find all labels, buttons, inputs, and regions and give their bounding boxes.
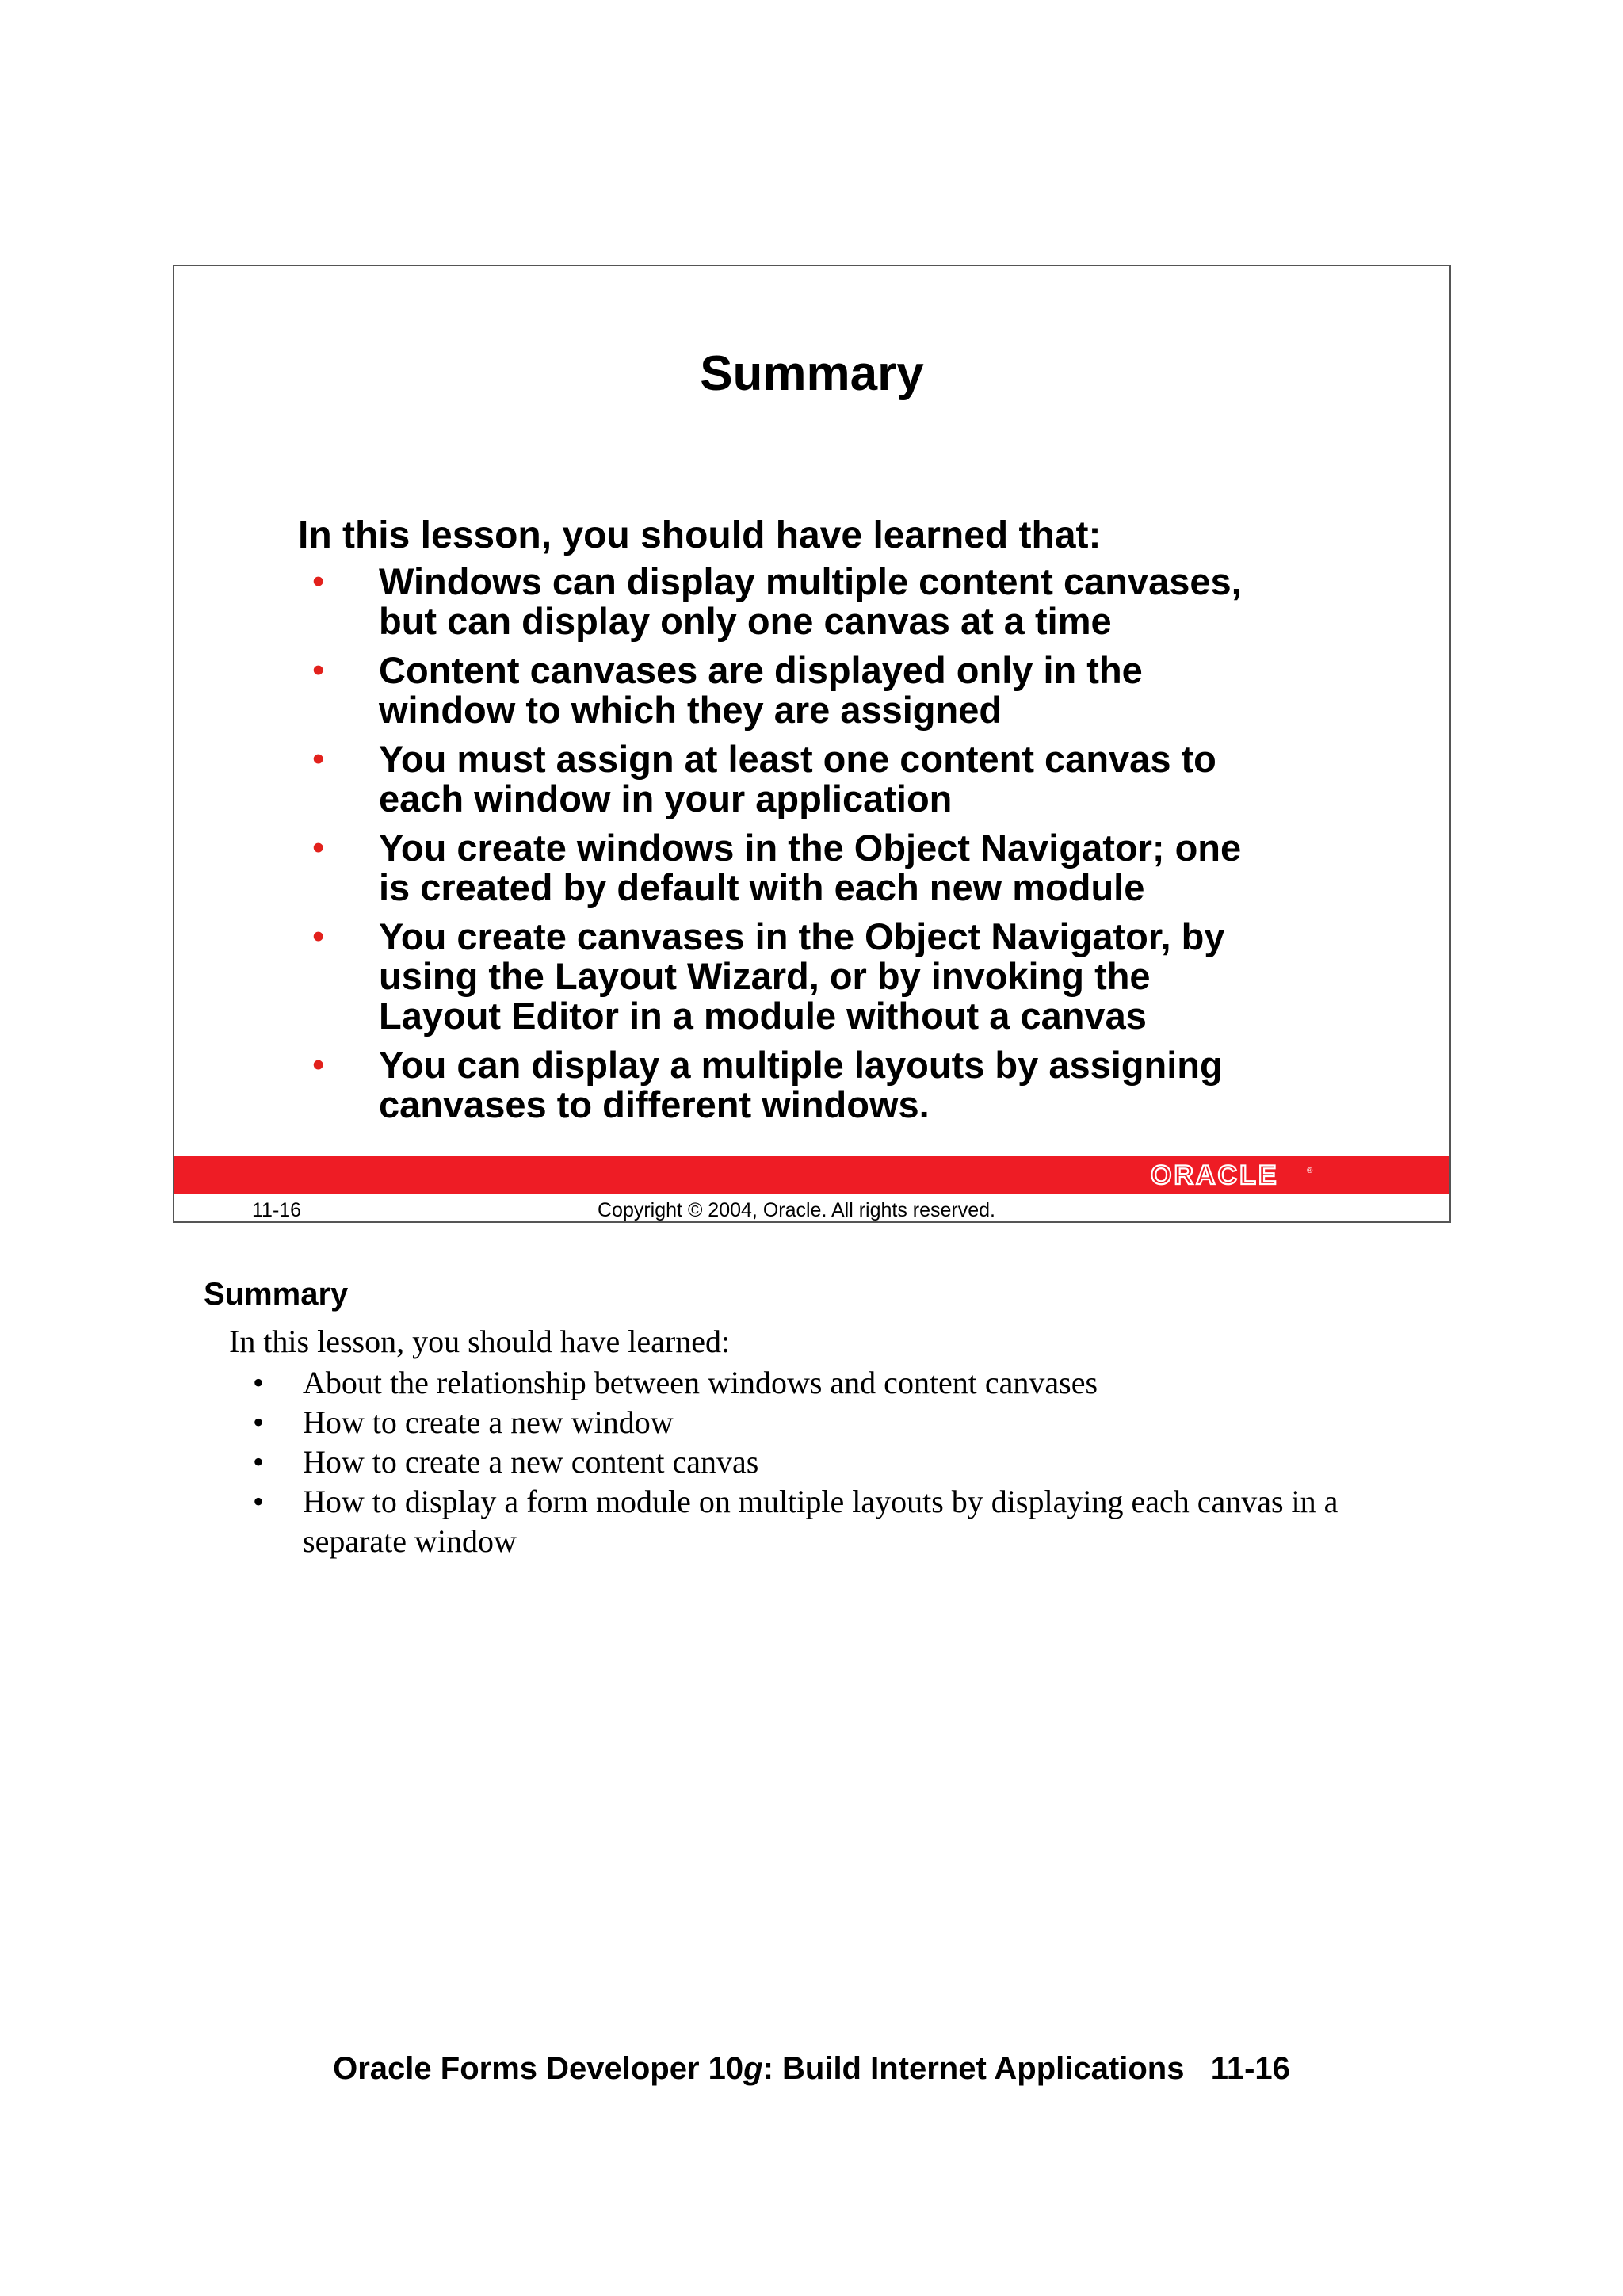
slide-bullet-item [298,739,1407,819]
footer-title-suffix: : Build Internet Applications [762,2051,1185,2086]
bullet-text-line: Content canvases are displayed only in the [379,649,1143,691]
bullet-text-line: You must assign at least one content canvas to [379,738,1216,780]
bullet-text-line: canvases to different windows. [379,1083,930,1125]
bullet-icon: • [312,562,325,601]
bullet-text-line: each window in your application [379,777,953,819]
slide-bullet-item [298,828,1407,907]
slide-number: 11-16 [252,1199,302,1221]
bullet-icon: • [312,828,325,867]
notes-heading: Summary [204,1277,349,1312]
svg-text:®: ® [1307,1167,1313,1175]
bullet-icon: • [312,651,325,690]
slide-intro: In this lesson, you should have learned that: [298,514,1102,556]
notes-text-line: separate window [303,1523,517,1559]
copyright-text: Copyright © 2004, Oracle. All rights reserved. [598,1199,995,1221]
slide-title: Summary [700,346,924,401]
slide-bullet-item [298,1045,1407,1125]
bullet-text-line: is created by default with each new module [379,866,1145,908]
bullet-text-line: but can display only one canvas at a time [379,600,1112,642]
slide-bullet-list [298,562,1407,1134]
bullet-icon: • [253,1484,265,1519]
notes-text-line: How to create a new window [303,1404,674,1440]
bullet-text-line: You create windows in the Object Navigator; one [379,827,1242,869]
bullet-text-line: window to which they are assigned [379,689,1002,731]
slide-frame [173,265,1451,1223]
slide-footer [174,1194,1449,1224]
notes-text-line: How to display a form module on multiple layouts by displaying each canvas in a [303,1484,1338,1519]
bullet-icon: • [253,1404,265,1440]
notes-list [229,1363,1402,1561]
slide-bullet-item [298,917,1407,1036]
oracle-logo-graphic [1151,1162,1317,1187]
slide-bullet-item [298,562,1407,641]
notes-text-line: About the relationship between windows and content canvases [303,1365,1098,1400]
slide-bullet-item [298,651,1407,730]
bullet-text-line: You can display a multiple layouts by assigning [379,1044,1223,1086]
bullet-icon: • [312,1045,325,1084]
bullet-icon: • [312,739,325,778]
bullet-icon: • [253,1365,265,1400]
notes-list-item [229,1403,1402,1442]
bullet-text-line: using the Layout Wizard, or by invoking the [379,955,1151,997]
oracle-red-bar [174,1156,1449,1194]
bullet-icon: • [312,917,325,956]
notes-text-line: How to create a new content canvas [303,1444,759,1480]
oracle-logo-icon [1151,1162,1317,1187]
notes-list-item [229,1442,1402,1482]
notes-list-item [229,1363,1402,1403]
notes-list-item [229,1482,1402,1561]
footer-title-prefix: Oracle Forms Developer 10 [333,2051,744,2086]
bullet-text-line: Windows can display multiple content canvases, [379,560,1242,602]
bullet-text-line: Layout Editor in a module without a canvas [379,995,1147,1037]
footer-page-number: 11-16 [1210,2051,1290,2086]
svg-text:ORACLE: ORACLE [1151,1162,1279,1187]
bullet-text-line: You create canvases in the Object Navigator, by [379,915,1225,957]
notes-intro: In this lesson, you should have learned: [229,1324,731,1359]
page-footer [0,2050,1623,2087]
bullet-icon: • [253,1444,265,1480]
footer-title-italic: g [743,2051,763,2086]
